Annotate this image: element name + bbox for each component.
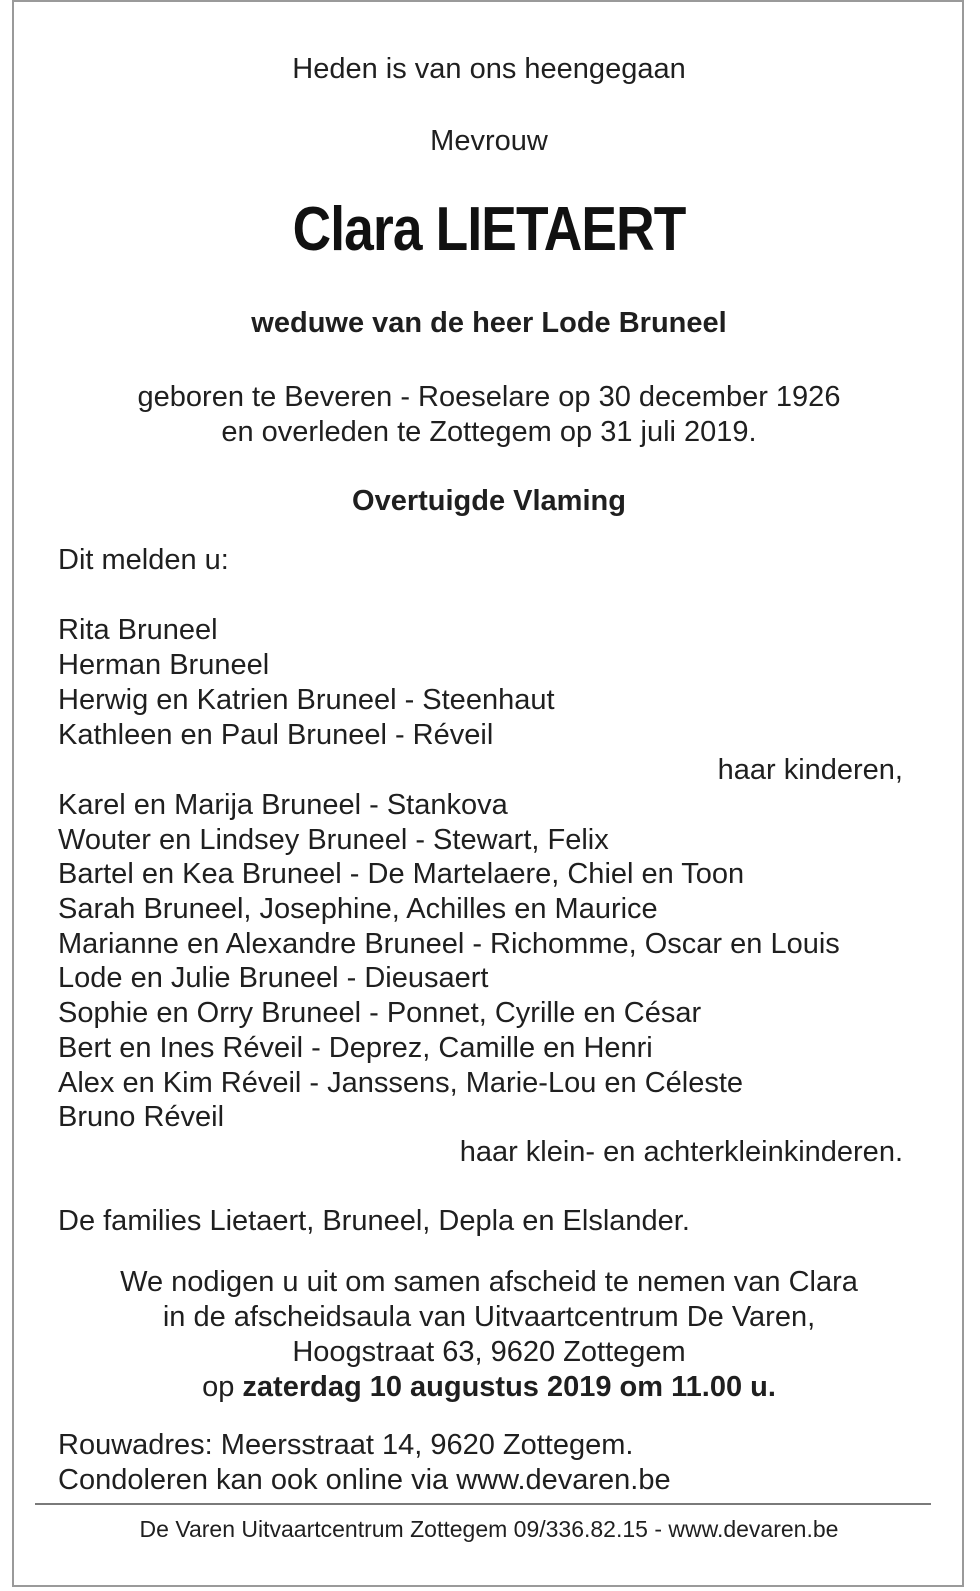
intro-text: Heden is van ons heengegaan [292,53,686,85]
child-line: Kathleen en Paul Bruneel - Réveil [58,719,494,751]
birth-info: geboren te Beveren - Roeselare op 30 december 1926 [137,381,841,413]
grandchild-line: Sophie en Orry Bruneel - Ponnet, Cyrille en César [58,997,702,1029]
footer-divider [35,1503,931,1505]
grandchild-line: Bartel en Kea Bruneel - De Martelaere, Chiel en Toon [58,858,745,890]
motto: Overtuigde Vlaming [352,485,626,517]
ceremony-date: zaterdag 10 augustus 2019 om 11.00 u. [242,1371,776,1403]
families-text: De families Lietaert, Bruneel, Depla en Elslander. [58,1205,690,1237]
grandchild-line: Lode en Julie Bruneel - Dieusaert [58,962,489,994]
grandchild-line: Marianne en Alexandre Bruneel - Richomme, Oscar en Louis [58,928,840,960]
invitation-line: in de afscheidsaula van Uitvaartcentrum De Varen, [162,1301,816,1333]
grandchild-line: Wouter en Lindsey Bruneel - Stewart, Felix [58,824,609,856]
footer-text: De Varen Uitvaartcentrum Zottegem 09/336.82.15 - www.devaren.be [139,1516,839,1542]
child-line: Rita Bruneel [58,614,218,646]
ceremony-date-line [14,1370,964,1405]
ceremony-date-prefix: op [202,1371,243,1403]
invitation-line: Hoogstraat 63, 9620 Zottegem [292,1336,686,1368]
grandchild-line: Karel en Marija Bruneel - Stankova [58,789,508,821]
mourning-address: Rouwadres: Meersstraat 14, 9620 Zottegem. [58,1429,634,1461]
widow-of: weduwe van de heer Lode Bruneel [251,307,727,339]
children-label: haar kinderen, [717,754,903,786]
deceased-name: Clara LIETAERT [292,195,686,264]
invitation-line: We nodigen u uit om samen afscheid te nemen van Clara [120,1266,858,1298]
grandchild-line: Bert en Ines Réveil - Deprez, Camille en Henri [58,1032,653,1064]
salutation: Mevrouw [430,125,548,157]
grandchild-line: Sarah Bruneel, Josephine, Achilles en Maurice [58,893,658,925]
grandchild-line: Bruno Réveil [58,1101,225,1133]
death-info: en overleden te Zottegem op 31 juli 2019. [221,416,757,448]
child-line: Herwig en Katrien Bruneel - Steenhaut [58,684,555,716]
grandchildren-label: haar klein- en achterkleinkinderen. [459,1136,903,1168]
condolences-text: Condoleren kan ook online via www.devaren.be [58,1464,671,1496]
child-line: Herman Bruneel [58,649,270,681]
announce-text: Dit melden u: [58,544,229,576]
grandchild-line: Alex en Kim Réveil - Janssens, Marie-Lou en Céleste [58,1067,744,1099]
